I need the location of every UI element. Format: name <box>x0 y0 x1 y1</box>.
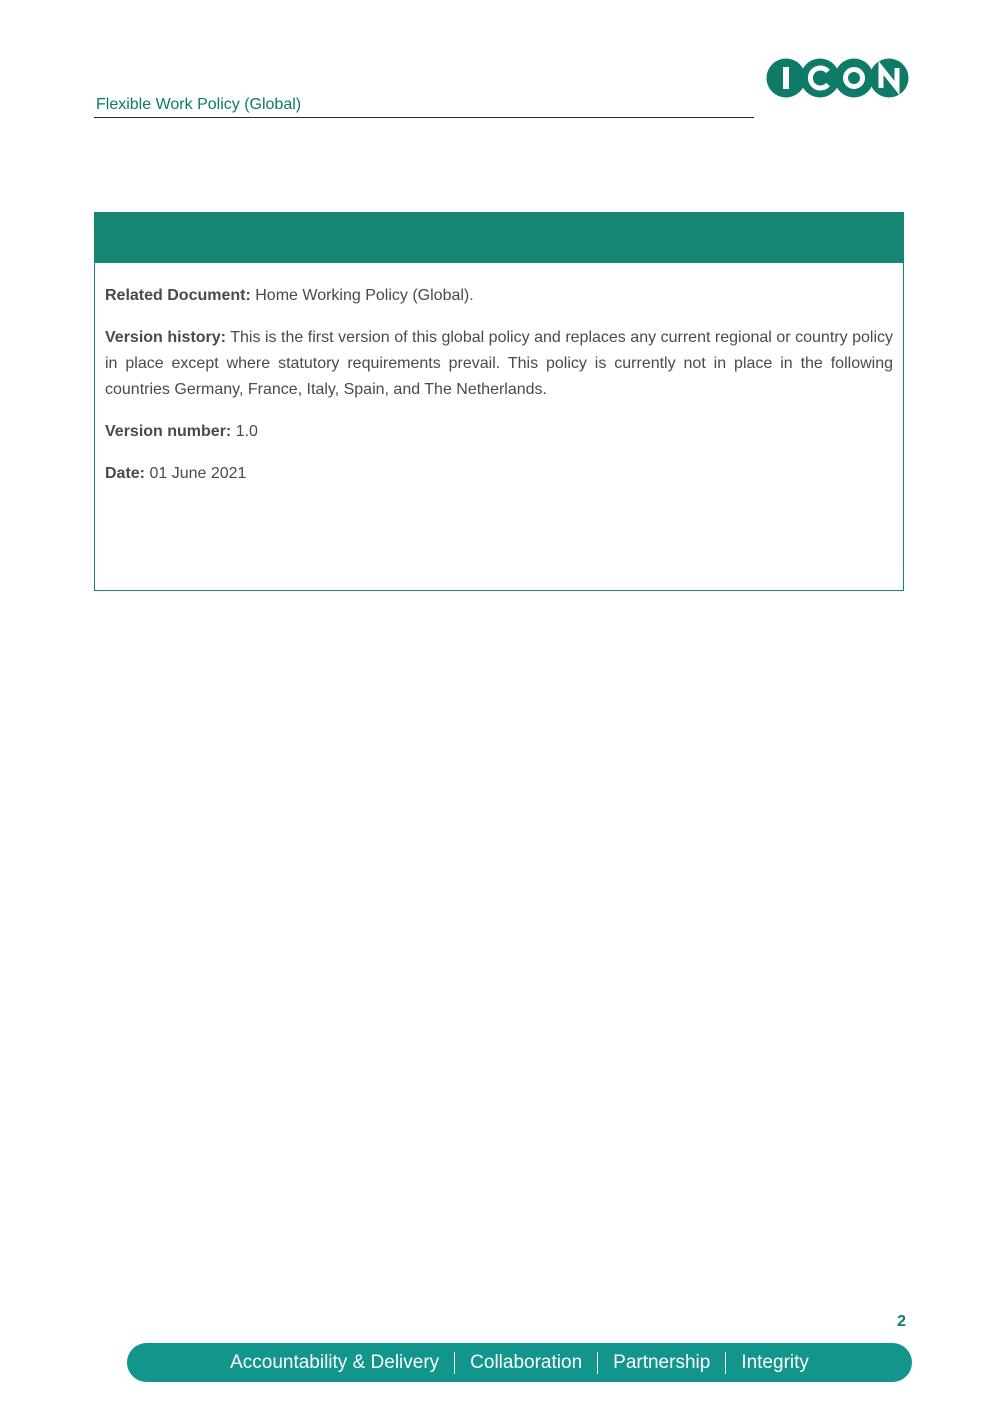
value-partnership: Partnership <box>613 1351 711 1373</box>
version-history-row <box>105 325 893 403</box>
date-label: Date: <box>105 465 146 482</box>
value-collaboration: Collaboration <box>470 1351 583 1373</box>
value-integrity: Integrity <box>741 1351 809 1373</box>
version-number-label: Version number: <box>105 423 232 440</box>
info-box-body <box>95 263 903 487</box>
header-divider <box>94 117 754 118</box>
icon-logo <box>766 58 910 98</box>
date-row <box>105 461 893 487</box>
version-history-value: This is the first version of this global policy and replaces any current regional or country policy in place except where statutory requirements prevail. This policy is currently not in place in the following countries Germany, France, Italy, Spain, and The Netherlands. <box>105 329 894 398</box>
company-values-footer <box>127 1343 912 1382</box>
related-document-row <box>105 283 893 309</box>
date-value: 01 June 2021 <box>149 465 247 482</box>
page-number: 2 <box>897 1313 906 1330</box>
footer-separator <box>454 1352 455 1374</box>
document-title: Flexible Work Policy (Global) <box>96 96 302 113</box>
version-number-value: 1.0 <box>235 423 258 440</box>
version-history-label: Version history: <box>105 329 226 346</box>
document-info-box <box>94 212 904 591</box>
info-box-header <box>95 213 903 263</box>
related-document-label: Related Document: <box>105 287 251 304</box>
version-number-row <box>105 419 893 445</box>
footer-separator <box>597 1352 598 1374</box>
related-document-value: Home Working Policy (Global). <box>255 287 474 304</box>
value-accountability: Accountability & Delivery <box>230 1351 440 1373</box>
footer-separator <box>725 1352 726 1374</box>
